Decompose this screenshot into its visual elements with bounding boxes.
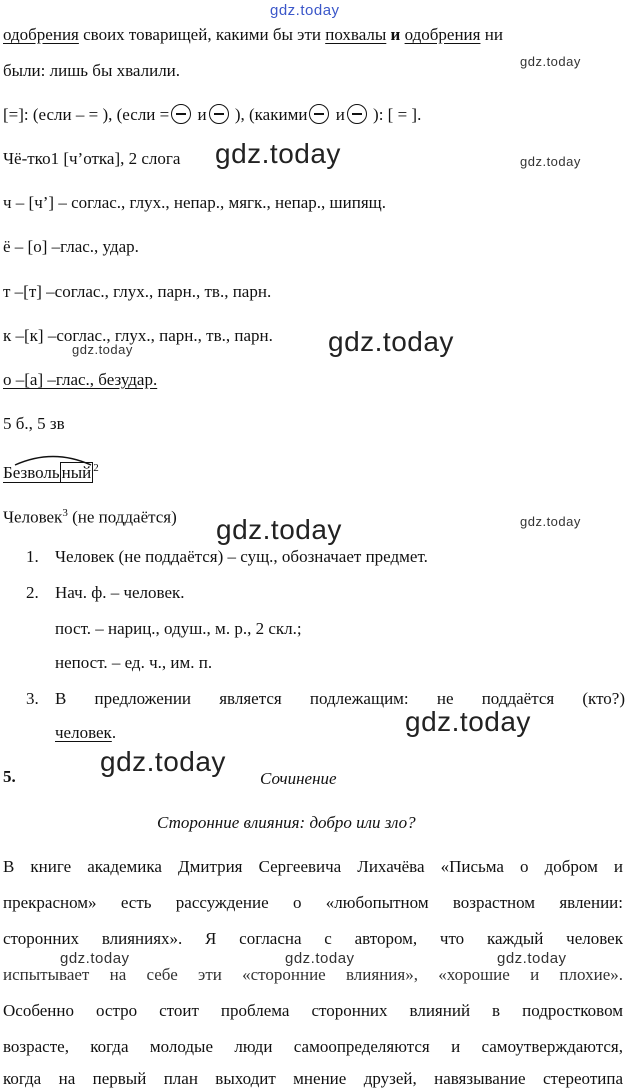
- analysis-rest: (не поддаётся): [67, 507, 177, 527]
- list-item: Нач. ф. – человек.: [55, 583, 185, 602]
- essay-line: испытывает на себе эти «сторонние влияния», «хорошие и плохие».: [3, 965, 623, 984]
- superscript: 3: [62, 507, 68, 519]
- watermark-big: gdz.today: [328, 326, 454, 357]
- watermark-big: gdz.today: [405, 706, 531, 737]
- list-item: Человек (не поддаётся) – сущ., обозначает предмет.: [55, 547, 428, 566]
- list-item-detail: непост. – ед. ч., им. п.: [55, 653, 213, 672]
- phonetic-line: о –[а] –глас., безудар.: [3, 370, 158, 389]
- bold-conjunction: и: [386, 25, 405, 44]
- underlined-word: человек: [55, 723, 112, 742]
- scheme-part: ): [ = ].: [368, 105, 422, 124]
- essay-line: прекрасном» есть рассуждение о «любопытном возрастном явлении:: [3, 893, 623, 912]
- watermark-small: gdz.today: [520, 514, 581, 529]
- analysis-title: [3, 502, 177, 529]
- scheme-part: и: [193, 105, 207, 124]
- phonetic-line: к –[к] –соглас., глух., парн., тв., парн.: [3, 326, 273, 345]
- phonetic-line: т –[т] –соглас., глух., парн., тв., парн.: [3, 282, 272, 301]
- predicate-circle-icon: [309, 104, 329, 124]
- list-item: В предложении является подлежащим: не поддаётся (кто?): [55, 689, 625, 708]
- watermark-top: gdz.today: [270, 2, 340, 19]
- scheme-part: ), (какими: [230, 105, 308, 124]
- word-root: [3, 462, 60, 484]
- list-number: 3.: [26, 689, 39, 708]
- phonetic-line: ч – [ч’] – соглас., глух., непар., мягк., непар., шипящ.: [3, 193, 386, 212]
- text-span: своих товарищей, какими бы эти: [78, 25, 326, 44]
- watermark-big: gdz.today: [215, 138, 341, 169]
- morphemic-word: [3, 457, 99, 484]
- essay-line: В книге академика Дмитрия Сергеевича Лихачёва «Письма о добром и: [3, 857, 623, 876]
- underlined-word: одобрения: [404, 25, 481, 44]
- essay-line: сторонних влияниях». Я согласна с автором, что каждый человек: [3, 929, 623, 948]
- watermark-big: gdz.today: [216, 514, 342, 545]
- watermark-small: gdz.today: [60, 950, 130, 967]
- predicate-circle-icon: [171, 104, 191, 124]
- underlined-word: одобрения: [3, 25, 79, 44]
- section-label: Сочинение: [260, 769, 337, 788]
- scheme-part: и: [331, 105, 345, 124]
- list-number: 2.: [26, 583, 39, 602]
- essay-title: Сторонние влияния: добро или зло?: [157, 813, 416, 832]
- phonetic-line: ё – [о] –глас., удар.: [3, 237, 139, 256]
- watermark-small: gdz.today: [285, 950, 355, 967]
- essay-line: Особенно остро стоит проблема сторонних влияний в подростковом: [3, 1001, 623, 1020]
- text-line: были: лишь бы хвалили.: [3, 61, 181, 80]
- list-item-detail: [55, 722, 116, 744]
- phonetic-title: Чё-тко1 [ч’отка], 2 слога: [3, 149, 181, 168]
- word-root-text: Безволь: [3, 462, 60, 482]
- section-number: 5.: [3, 767, 16, 786]
- analysis-word: Человек: [3, 507, 63, 527]
- predicate-circle-icon: [347, 104, 367, 124]
- root-arc-icon: [13, 454, 93, 466]
- watermark-small: gdz.today: [72, 342, 133, 357]
- watermark-small: gdz.today: [520, 54, 581, 69]
- list-number: 1.: [26, 547, 39, 566]
- essay-line: когда на первый план выходит мнение друзей, навязывание стереотипа: [3, 1069, 623, 1088]
- scheme-part: [=]: (если – = ), (если =: [3, 105, 170, 124]
- text-line: [3, 24, 503, 46]
- list-item-detail: пост. – нариц., одуш., м. р., 2 скл.;: [55, 619, 302, 638]
- essay-line: возрасте, когда молодые люди самоопределяются и самоутверждаются,: [3, 1037, 623, 1056]
- predicate-circle-icon: [209, 104, 229, 124]
- underlined-word: похвалы: [325, 25, 387, 44]
- watermark-big: gdz.today: [100, 746, 226, 777]
- text-span: .: [111, 723, 117, 742]
- superscript: 2: [93, 462, 99, 474]
- word-ending: ный: [61, 462, 92, 482]
- text-span: ни: [480, 25, 503, 44]
- watermark-small: gdz.today: [520, 154, 581, 169]
- sentence-scheme: [3, 104, 421, 126]
- watermark-small: gdz.today: [497, 950, 567, 967]
- letter-sound-count: 5 б., 5 зв: [3, 414, 65, 433]
